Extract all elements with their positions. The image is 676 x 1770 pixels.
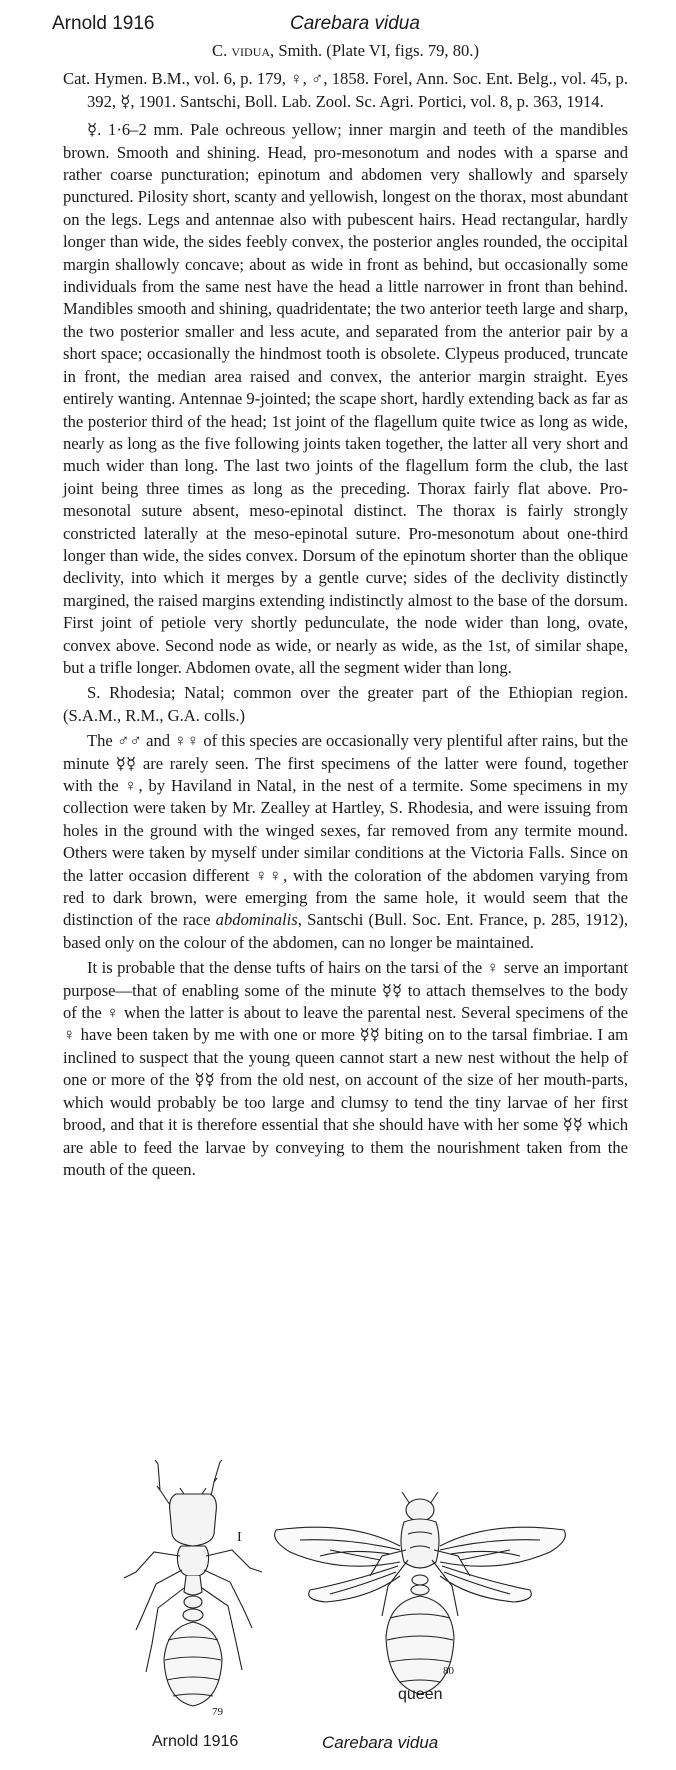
biology-paragraph bbox=[63, 730, 628, 954]
race-name: abdominalis bbox=[215, 910, 298, 930]
queen-behaviour-paragraph: It is probable that the dense tufts of hairs on the tarsi of the ♀ serve an important purpose—that of enabling some of the minute ☿☿ to attach themselves to the body of the ♀ when the latter is about to leave the parental nest. Several specimens of the ♀ have been taken by me with one or more ☿☿ biting on to the tarsal fimbriae. I am inclined to suspect that the young queen cannot start a new nest without the help of one or more of the ☿☿ from the old nest, on account of the size of her mouth-parts, which would probably be too large and clumsy to tend the tiny larvae of her first brood, and that it is therefore essential that she should have with her some ☿☿ which are able to feed the larvae by conveying to them the nourishment taken from the mouth of the queen. bbox=[63, 958, 628, 1179]
figure-plate bbox=[0, 1450, 676, 1770]
heading-rest: , Smith. (Plate VI, figs. 79, 80.) bbox=[270, 41, 479, 60]
literature-citation: Cat. Hymen. B.M., vol. 6, p. 179, ♀, ♂, 1858. Forel, Ann. Soc. Ent. Belg., vol. 45, p. 392, ☿, 1901. Santschi, Boll. Lab. Zool. Sc. Agri. Portici, vol. 8, p. 363, 1914. bbox=[63, 69, 628, 111]
heading-species: vidua bbox=[231, 41, 271, 60]
fig79-number: 79 bbox=[212, 1706, 223, 1718]
heading-prefix: C. bbox=[212, 41, 232, 60]
worker-description: ☿. 1·6–2 mm. Pale ochreous yellow; inner margin and teeth of the mandibles brown. Smooth and shining. Head, pro-mesonotum and nodes with a sparse and rather coarse puncturation; epinotum and abdomen very shallowly and sparsely punctured. Pilosity short, scanty and yellowish, longest on the thorax, most abundant on the legs. Legs and antennae also with pubescent hairs. Head rectangular, hardly longer than wide, the sides feebly convex, the posterior angles rounded, the occipital margin shallowly concave; about as wide in front as behind, but occasionally some individuals from the same nest have the head a little narrower in front than behind. Mandibles smooth and shining, quadridentate; the two anterior teeth large and sharp, the two posterior smaller and less acute, and separated from the anterior pair by a short space; occasionally the hindmost tooth is obsolete. Clypeus produced, truncate in front, the median area raised and convex, the anterior margin straight. Eyes entirely wanting. Antennae 9-jointed; the scape short, hardly extending back as far as the posterior third of the head; 1st joint of the flagellum quite twice as long as wide, nearly as long as the five following joints taken together, the latter all very short and much wider than long. The last two joints of the flagellum form the club, the last joint being three times as long as the preceding. Thorax fairly flat above. Pro-mesonotal suture absent, meso-epinotal distinct. The thorax is fairly strongly constricted laterally at the meso-epinotal suture. Pro-mesonotum about one-third longer than wide, the sides convex. Dorsum of the epinotum shorter than the oblique declivity, into which it merges by a gentle curve; sides of the declivity distinctly margined, the raised margins extending indistinctly almost to the base of the dorsum. First joint of petiole very shortly pedunculate, the node wider than long, ovate, convex above. Second node as wide, or nearly as wide, as the 1st, of similar shape, but a trifle longer. Abdomen ovate, all the segment wider than long. bbox=[63, 120, 628, 677]
distribution-paragraph: S. Rhodesia; Natal; common over the greater part of the Ethiopian region. (S.A.M., R.M., G.A. colls.) bbox=[63, 683, 628, 725]
fig80-caption: queen bbox=[398, 1686, 443, 1703]
article-body bbox=[63, 40, 628, 1184]
biology-text-b: , Santschi (Bull. Soc. Ent. France, p. 285, 1912), based only on the colour of the abdomen, can no longer be maintained. bbox=[63, 910, 629, 952]
fig79-scale-mark: I bbox=[237, 1530, 242, 1545]
biology-text-a: The ♂♂ and ♀♀ of this species are occasionally very plentiful after rains, but the minute ☿☿ are rarely seen. The first specimens of the latter were found, together with the ♀, by Haviland in Natal, in the nest of a termite. Some specimens in my collection were taken by Mr. Zealley at Hartley, S. Rhodesia, and were issuing from holes in the ground with the winged sexes, far removed from any termite mound. Others were taken by myself under similar conditions at the Victoria Falls. Since on the latter occasion different ♀♀, with the coloration of the abdomen varying from red to dark brown, were emerging from the same hole, it would seem that the distinction of the race bbox=[63, 731, 628, 930]
footer-species-name: Carebara vidua bbox=[322, 1733, 439, 1752]
fig80-number: 80 bbox=[443, 1665, 454, 1677]
header-author-year: Arnold 1916 bbox=[52, 13, 155, 34]
footer-author-year: Arnold 1916 bbox=[152, 1733, 239, 1750]
header-species-name: Carebara vidua bbox=[290, 13, 420, 34]
queen-ant-illustration bbox=[270, 1490, 570, 1700]
species-heading bbox=[63, 40, 628, 62]
